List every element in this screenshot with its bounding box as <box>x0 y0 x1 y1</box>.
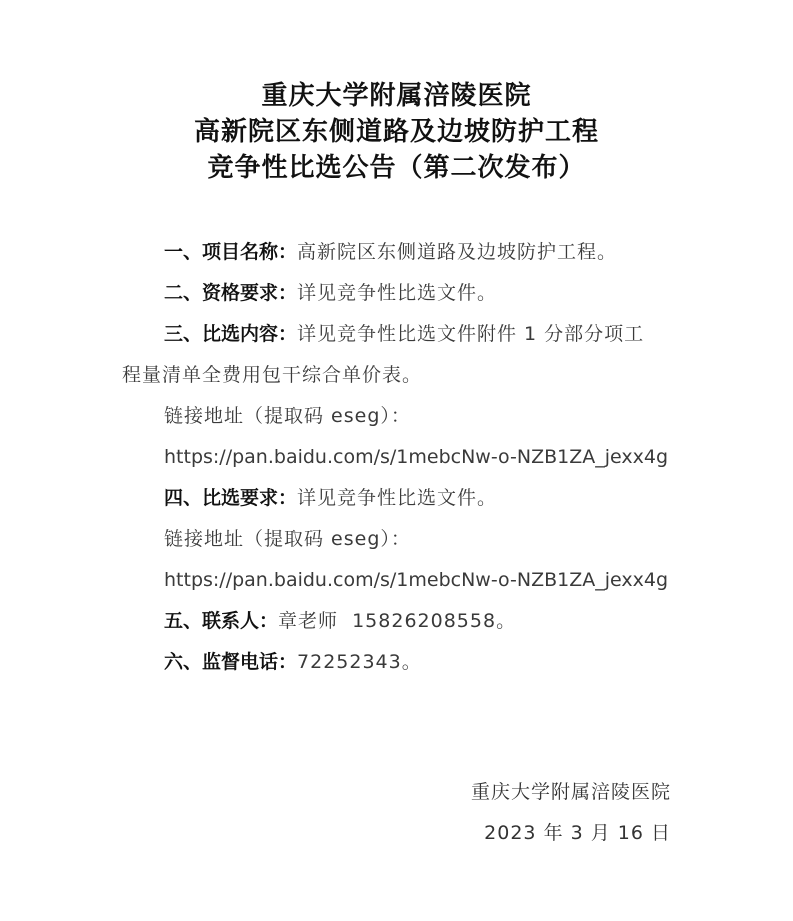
link-label-text: 链接地址（提取码 eseg）： <box>164 528 411 550</box>
section-requirements <box>122 478 682 519</box>
section-requirements-link-label <box>122 519 682 560</box>
section-content-key: 三、比选内容： <box>164 323 298 345</box>
download-link-url[interactable]: https://pan.baidu.com/s/1mebcNw-o-NZB1ZA_jexx4g <box>164 569 669 591</box>
section-contact-key: 五、联系人： <box>164 610 279 632</box>
title-line-hospital: 重庆大学附属涪陵医院 <box>261 81 532 111</box>
section-supervision-phone-value: 72252343。 <box>297 651 422 673</box>
title-line-project: 高新院区东侧道路及边坡防护工程 <box>193 117 599 147</box>
section-content-continued <box>122 355 682 396</box>
announcement-body <box>122 232 682 683</box>
section-qualification <box>122 273 682 314</box>
section-content-value-line1: 详见竞争性比选文件附件 1 分部分项工 <box>297 323 645 345</box>
section-content-link-label <box>122 396 682 437</box>
section-requirements-value: 详见竞争性比选文件。 <box>297 487 498 509</box>
section-requirements-link[interactable] <box>122 560 682 601</box>
section-project-name-value: 高新院区东侧道路及边坡防护工程。 <box>297 241 618 263</box>
signature-organization: 重庆大学附属涪陵医院 <box>470 781 671 803</box>
download-link-url[interactable]: https://pan.baidu.com/s/1mebcNw-o-NZB1ZA_jexx4g <box>164 446 669 468</box>
section-content-value-line2: 程量清单全费用包干综合单价表。 <box>122 364 423 386</box>
section-supervision-phone-key: 六、监督电话： <box>164 651 298 673</box>
section-requirements-key: 四、比选要求： <box>164 487 298 509</box>
section-content <box>122 314 682 355</box>
title-line-notice-type: 竞争性比选公告（第二次发布） <box>207 153 586 183</box>
section-qualification-value: 详见竞争性比选文件。 <box>297 282 498 304</box>
section-content-link[interactable] <box>122 437 682 478</box>
section-qualification-key: 二、资格要求： <box>164 282 298 304</box>
section-supervision-phone <box>122 642 682 683</box>
signature-block <box>471 772 671 854</box>
signature-date: 2023 年 3 月 16 日 <box>484 822 671 844</box>
link-label-text: 链接地址（提取码 eseg）： <box>164 405 411 427</box>
section-contact-value: 章老师 15826208558。 <box>278 610 517 632</box>
section-project-name-key: 一、项目名称： <box>164 241 298 263</box>
announcement-title <box>0 78 793 186</box>
section-project-name <box>122 232 682 273</box>
section-contact <box>122 601 682 642</box>
